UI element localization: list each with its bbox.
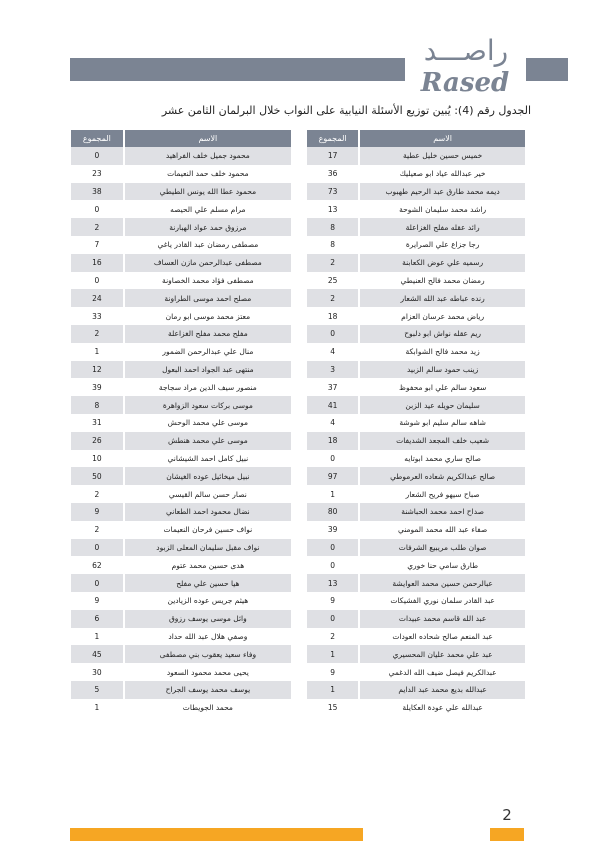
table-row [307,663,525,681]
table-header-row [71,130,291,147]
table-row [307,521,525,539]
question-total-cell: 0 [71,147,124,165]
table-row [71,200,291,218]
member-name-cell: صوان طلب مريبيع الشرفات [359,539,525,557]
table-row [71,272,291,290]
table-row [71,254,291,272]
table-row [307,147,525,165]
member-name-cell: محمود جميل خلف الفراهيد [124,147,291,165]
table-row [307,343,525,361]
column-header-total: المجموع [71,130,124,147]
question-total-cell: 24 [71,289,124,307]
member-name-cell: مرام مسلم علي الحيصه [124,200,291,218]
table-row [71,503,291,521]
table-row [307,681,525,699]
table-row [71,467,291,485]
member-name-cell: محمد الجويطات [124,699,291,717]
table-row [71,521,291,539]
question-total-cell: 41 [307,396,359,414]
question-total-cell: 16 [71,254,124,272]
question-total-cell: 2 [71,485,124,503]
member-name-cell: مصطفى عبدالرحمن مازن العساف [124,254,291,272]
question-total-cell: 10 [71,450,124,468]
table-row [71,450,291,468]
questions-table-left [71,130,291,717]
member-name-cell: نصار حسن سالم القيسي [124,485,291,503]
member-name-cell: سعود سالم علي ابو محفوظ [359,378,525,396]
member-name-cell: نبيل كامل احمد الشيشاني [124,450,291,468]
question-total-cell: 2 [71,218,124,236]
member-name-cell: رنده عباطه عبد الله الشعار [359,289,525,307]
member-name-cell: رمضان محمد فالح العنيطي [359,272,525,290]
member-name-cell: هيا حسين علي مفلح [124,574,291,592]
table-row [307,645,525,663]
table-row [307,485,525,503]
table-row [71,147,291,165]
member-name-cell: نضال محمود احمد الطعاني [124,503,291,521]
table-row [307,539,525,557]
member-name-cell: عبدالله بديع محمد عبد الدايم [359,681,525,699]
question-total-cell: 25 [307,272,359,290]
member-name-cell: عبالرحمن حسين محمد العوايشة [359,574,525,592]
question-total-cell: 2 [71,521,124,539]
member-name-cell: مصطفى فؤاد محمد الخصاونة [124,272,291,290]
member-name-cell: معتز محمد موسى ابو رمان [124,307,291,325]
member-name-cell: وائل موسى يوسف رزوق [124,610,291,628]
table-body-left [71,147,291,717]
member-name-cell: يوسف محمد يوسف الجراح [124,681,291,699]
member-name-cell: هدى حسين محمد عتوم [124,556,291,574]
table-row [307,307,525,325]
member-name-cell: زينب حمود سالم الزبيد [359,361,525,379]
table-row [307,432,525,450]
table-row [307,467,525,485]
question-total-cell: 36 [307,165,359,183]
question-total-cell: 9 [71,592,124,610]
question-total-cell: 4 [307,414,359,432]
member-name-cell: منصور سيف الدين مراد سجاجة [124,378,291,396]
member-name-cell: يحيى محمد محمود السعود [124,663,291,681]
question-total-cell: 0 [307,325,359,343]
question-total-cell: 0 [307,610,359,628]
brand-logo-english: Rased [420,68,510,98]
question-total-cell: 8 [307,236,359,254]
table-row [71,183,291,201]
table-row [307,361,525,379]
question-total-cell: 73 [307,183,359,201]
table-row [71,307,291,325]
question-total-cell: 5 [71,681,124,699]
table-row [307,450,525,468]
question-total-cell: 0 [307,556,359,574]
member-name-cell: زيد محمد فالح الشوابكة [359,343,525,361]
question-total-cell: 26 [71,432,124,450]
question-total-cell: 12 [71,361,124,379]
table-row [307,325,525,343]
table-row [71,485,291,503]
member-name-cell: شعيب خلف المجعد الشديفات [359,432,525,450]
member-name-cell: رائد عقله مفلح الغزاعلة [359,218,525,236]
table-row [71,681,291,699]
member-name-cell: موسى علي محمد هنطش [124,432,291,450]
member-name-cell: سليمان حويله عيد الزبن [359,396,525,414]
member-name-cell: ديمه محمد طارق عبد الرحيم طهبوب [359,183,525,201]
table-row [71,414,291,432]
question-total-cell: 80 [307,503,359,521]
question-total-cell: 0 [71,200,124,218]
member-name-cell: عبد الله قاسم محمد عبيدات [359,610,525,628]
table-row [307,200,525,218]
member-name-cell: صالح عبدالكريم شعاده العرموطي [359,467,525,485]
member-name-cell: منتهى عبد الجواد احمد البعول [124,361,291,379]
member-name-cell: خير عبدالله عياد ابو صعيليك [359,165,525,183]
member-name-cell: نواف حسين فرحان النعيمات [124,521,291,539]
table-row [71,556,291,574]
table-row [71,218,291,236]
question-total-cell: 62 [71,556,124,574]
question-total-cell: 1 [307,485,359,503]
page-number: 2 [502,806,512,824]
table-row [307,592,525,610]
member-name-cell: وفاء سعيد يعقوب بني مصطفى [124,645,291,663]
table-row [71,236,291,254]
question-total-cell: 97 [307,467,359,485]
member-name-cell: محمود خلف حمد النعيمات [124,165,291,183]
member-name-cell: نواف مقبل سليمان المعلى الزبود [124,539,291,557]
question-total-cell: 38 [71,183,124,201]
member-name-cell: مرزوق حمد عواد الهبارنة [124,218,291,236]
brand-logo-arabic: راصـــد [423,34,509,67]
member-name-cell: مفلح محمد مفلح الغزاعلة [124,325,291,343]
question-total-cell: 3 [307,361,359,379]
table-row [71,663,291,681]
table-row [307,236,525,254]
member-name-cell: طارق سامي حنا خوري [359,556,525,574]
member-name-cell: صالح ساري محمد ابوتايه [359,450,525,468]
member-name-cell: ريم عقله نواش ابو دلبوح [359,325,525,343]
question-total-cell: 18 [307,432,359,450]
questions-table-right [307,130,525,717]
table-row [307,503,525,521]
question-total-cell: 30 [71,663,124,681]
question-total-cell: 13 [307,574,359,592]
member-name-cell: مصطفى رمضان عبد القادر ياغي [124,236,291,254]
member-name-cell: رياض محمد عرسان العزام [359,307,525,325]
member-name-cell: راشد محمد سليمان الشوحة [359,200,525,218]
table-row [71,361,291,379]
table-row [71,378,291,396]
table-row [307,556,525,574]
question-total-cell: 9 [307,663,359,681]
member-name-cell: نبيل ميخائيل عوده الغيشان [124,467,291,485]
question-total-cell: 1 [71,628,124,646]
member-name-cell: عبدالله علي عودة العكايلة [359,699,525,717]
table-header-row [307,130,525,147]
table-row [71,396,291,414]
member-name-cell: صفاء عبد الله محمد المومني [359,521,525,539]
question-total-cell: 0 [307,450,359,468]
question-total-cell: 2 [307,254,359,272]
member-name-cell: موسى بركات سعود الزواهرة [124,396,291,414]
question-total-cell: 37 [307,378,359,396]
table-row [307,378,525,396]
question-total-cell: 1 [307,645,359,663]
table-row [71,574,291,592]
table-row [71,432,291,450]
header-bar-left [70,58,405,81]
question-total-cell: 7 [71,236,124,254]
question-total-cell: 1 [307,681,359,699]
question-total-cell: 13 [307,200,359,218]
column-header-name: الاسم [124,130,291,147]
member-name-cell: عبد القادر سلمان نوري الفشيكات [359,592,525,610]
member-name-cell: مصلح احمد موسى الطراونة [124,289,291,307]
question-total-cell: 4 [307,343,359,361]
question-total-cell: 2 [307,289,359,307]
table-row [71,645,291,663]
question-total-cell: 15 [307,699,359,717]
header-bar-right [526,58,568,81]
question-total-cell: 17 [307,147,359,165]
page-title: الجدول رقم (4): يُبين توزيع الأسئلة النيابية على النواب خلال البرلمان الثامن عشر [161,104,531,117]
member-name-cell: شاهه سالم سليم ابو شوشة [359,414,525,432]
table-row [307,414,525,432]
question-total-cell: 39 [71,378,124,396]
member-name-cell: رسميه علي عوض الكعابنة [359,254,525,272]
table-row [307,254,525,272]
member-name-cell: رجا جزاع علي الصرايرة [359,236,525,254]
question-total-cell: 0 [71,272,124,290]
column-header-total: المجموع [307,130,359,147]
question-total-cell: 1 [71,343,124,361]
table-row [307,699,525,717]
question-total-cell: 50 [71,467,124,485]
table-row [71,699,291,717]
member-name-cell: عبدالكريم فيصل ضيف الله الدغمي [359,663,525,681]
table-row [307,628,525,646]
table-row [307,289,525,307]
table-row [307,218,525,236]
question-total-cell: 2 [71,325,124,343]
table-row [71,628,291,646]
question-total-cell: 2 [307,628,359,646]
table-row [307,574,525,592]
question-total-cell: 9 [307,592,359,610]
table-row [307,272,525,290]
question-total-cell: 8 [307,218,359,236]
question-total-cell: 33 [71,307,124,325]
table-body-right [307,147,525,717]
question-total-cell: 6 [71,610,124,628]
question-total-cell: 39 [307,521,359,539]
footer-bar-left [70,828,363,841]
table-row [71,610,291,628]
table-row [71,325,291,343]
member-name-cell: موسى علي محمد الوحش [124,414,291,432]
question-total-cell: 9 [71,503,124,521]
member-name-cell: صداح احمد محمد الحباشنة [359,503,525,521]
question-total-cell: 18 [307,307,359,325]
member-name-cell: خميس حسين خليل عطية [359,147,525,165]
question-total-cell: 0 [307,539,359,557]
member-name-cell: صباح سيهو فريح الشعار [359,485,525,503]
table-row [71,539,291,557]
table-row [71,165,291,183]
table-row [71,343,291,361]
question-total-cell: 23 [71,165,124,183]
table-row [71,289,291,307]
question-total-cell: 1 [71,699,124,717]
question-total-cell: 0 [71,539,124,557]
table-row [71,592,291,610]
table-row [307,183,525,201]
question-total-cell: 8 [71,396,124,414]
member-name-cell: هيثم جريس عوده الزيادين [124,592,291,610]
member-name-cell: عبد علي محمد عليان المحسيري [359,645,525,663]
footer-bar-right [490,828,524,841]
member-name-cell: عبد المنعم صالح شحاده العودات [359,628,525,646]
member-name-cell: محمود عطا الله يونس الطيطي [124,183,291,201]
member-name-cell: وصفي هلال عبد الله حداد [124,628,291,646]
question-total-cell: 45 [71,645,124,663]
question-total-cell: 0 [71,574,124,592]
table-row [307,165,525,183]
member-name-cell: منال علي عبدالرحمن الضمور [124,343,291,361]
question-total-cell: 31 [71,414,124,432]
table-row [307,396,525,414]
column-header-name: الاسم [359,130,525,147]
table-row [307,610,525,628]
